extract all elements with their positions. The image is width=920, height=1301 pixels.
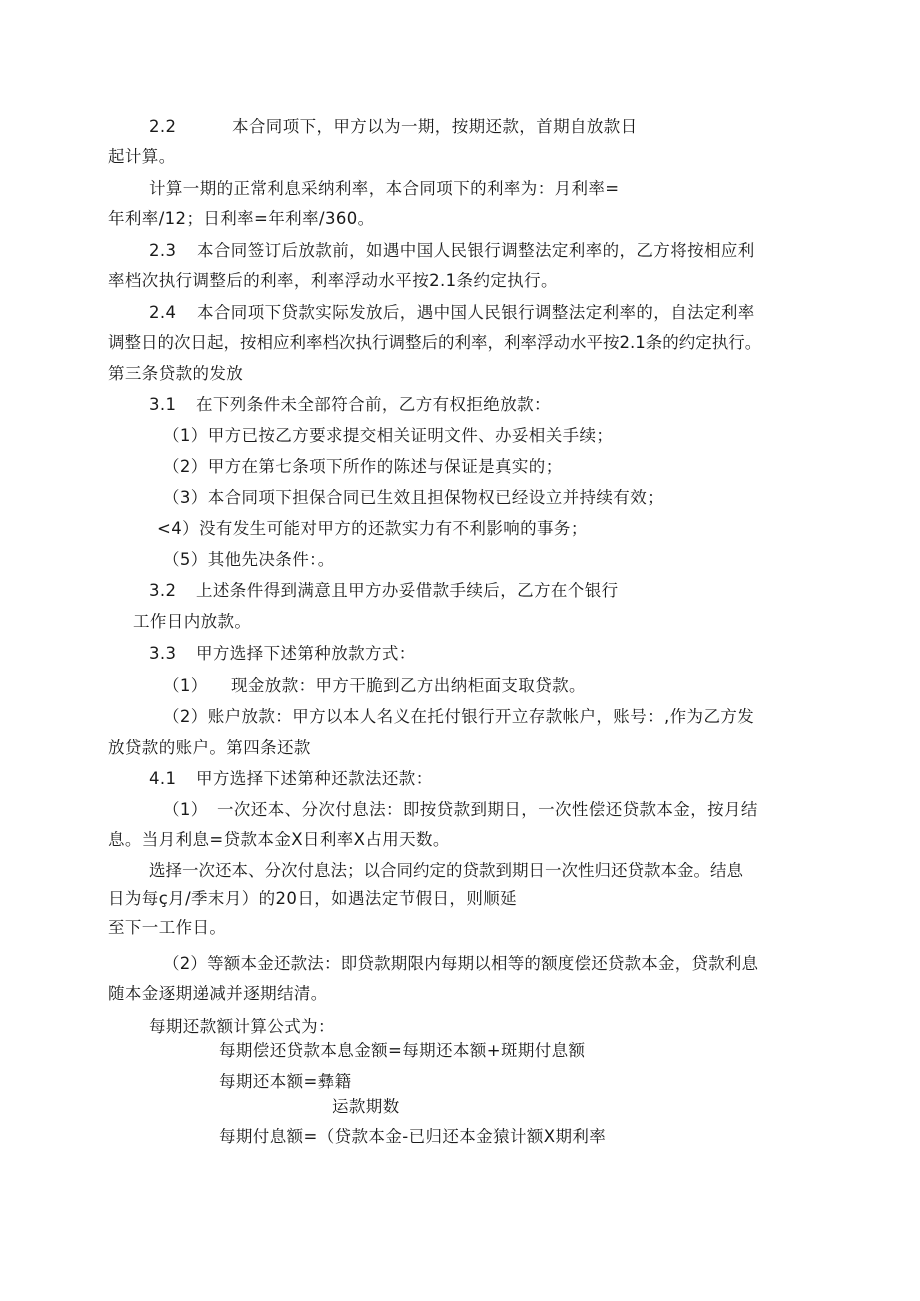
list-item: （2）账户放款：甲方以本人名义在托付银行开立存款帐户，账号：,作为乙方发 [163,707,755,726]
text-line: 日为每ç月/季末月）的20日，如遇法定节假日，则顺延 [108,889,518,908]
clause-number: 2.4 [149,303,177,322]
formula-line: 每期付息额=（贷款本金-已归还本金猿计额X期利率 [219,1127,607,1146]
text-line: 选择一次还本、分次付息法；以合同约定的贷款到期日一次性归还贷款本金。结息 [149,861,743,880]
list-item [163,799,758,821]
formula-line: 每期偿还贷款本息金额=每期还本额+斑期付息额 [219,1041,586,1060]
formula-intro: 每期还款额计算公式为： [149,1017,335,1036]
list-item: （1）甲方已按乙方要求提交相关证明文件、办妥相关手续； [163,426,614,445]
clause-text: 本合同项下贷款实际发放后，遇中国人民银行调整法定利率的，自法定利率 [197,303,755,322]
clause-text: 本合同项下，甲方以为一期，按期还款，首期自放款日 [232,117,638,136]
text-line: 起计算。 [108,147,176,166]
item-number: （1） [163,800,208,819]
clause-number: 3.3 [149,644,177,663]
clause-number: 4.1 [149,769,177,788]
clause-text: 上述条件得到满意且甲方办妥借款手续后，乙方在个银行 [196,581,619,600]
item-number: （1） [163,676,208,695]
clause-text: 本合同签订后放款前，如遇中国人民银行调整法定利率的，乙方将按相应利 [197,241,755,260]
clause-2-3 [149,240,755,262]
list-item: （2）甲方在第七条项下所作的陈述与保证是真实的； [163,457,563,476]
formula-line: 每期还本额=彝籍 [219,1072,352,1091]
clause-3-1 [149,394,551,416]
clause-number: 2.2 [149,117,177,136]
clause-number: 3.2 [149,581,177,600]
clause-3-3 [149,643,416,665]
item-text: 一次还本、分次付息法：即按贷款到期日，一次性偿还贷款本金，按月结 [217,800,758,819]
list-item: （3）本合同项下担保合同已生效且担保物权已经设立并持续有效； [163,488,664,507]
clause-text: 甲方选择下述第种放款方式： [196,644,416,663]
clause-3-2 [149,580,619,602]
section-heading: 第三条贷款的发放 [108,364,244,383]
clause-number: 2.3 [149,241,177,260]
clause-4-1 [149,768,433,790]
clause-number: 3.1 [149,395,177,414]
list-item: （5）其他先决条件：。 [163,550,335,569]
clause-2-4 [149,302,755,324]
text-line: 率档次执行调整后的利率，利率浮动水平按2.1条约定执行。 [108,271,558,290]
text-line: 年利率/12；日利率=年利率/360。 [108,209,375,228]
text-line: 调整日的次日起，按相应利率档次执行调整后的利率，利率浮动水平按2.1条的约定执行。 [108,333,762,352]
clause-text: 在下列条件未全部符合前，乙方有权拒绝放款： [196,395,551,414]
clause-text: 甲方选择下述第种还款法还款： [196,769,433,788]
text-line: 工作日内放款。 [133,612,252,631]
list-item: <4）没有发生可能对甲方的还款实力有不利影响的事务； [157,519,588,538]
text-line: 放贷款的账户。第四条还款 [108,738,311,757]
text-line: 计算一期的正常利息采纳利率，本合同项下的利率为：月利率= [149,179,620,198]
formula-denominator: 运款期数 [332,1097,400,1116]
item-text: 现金放款：甲方干脆到乙方出纳柜面支取贷款。 [231,676,586,695]
clause-2-2 [149,116,638,138]
text-line: 息。当月利息=贷款本金X日利率X占用天数。 [108,830,450,849]
text-line: 至下一工作日。 [108,918,227,937]
text-line: 随本金逐期递减并逐期结清。 [108,984,328,1003]
list-item [163,675,586,697]
list-item: （2）等额本金还款法：即贷款期限内每期以相等的额度偿还贷款本金，贷款利息 [163,954,759,973]
